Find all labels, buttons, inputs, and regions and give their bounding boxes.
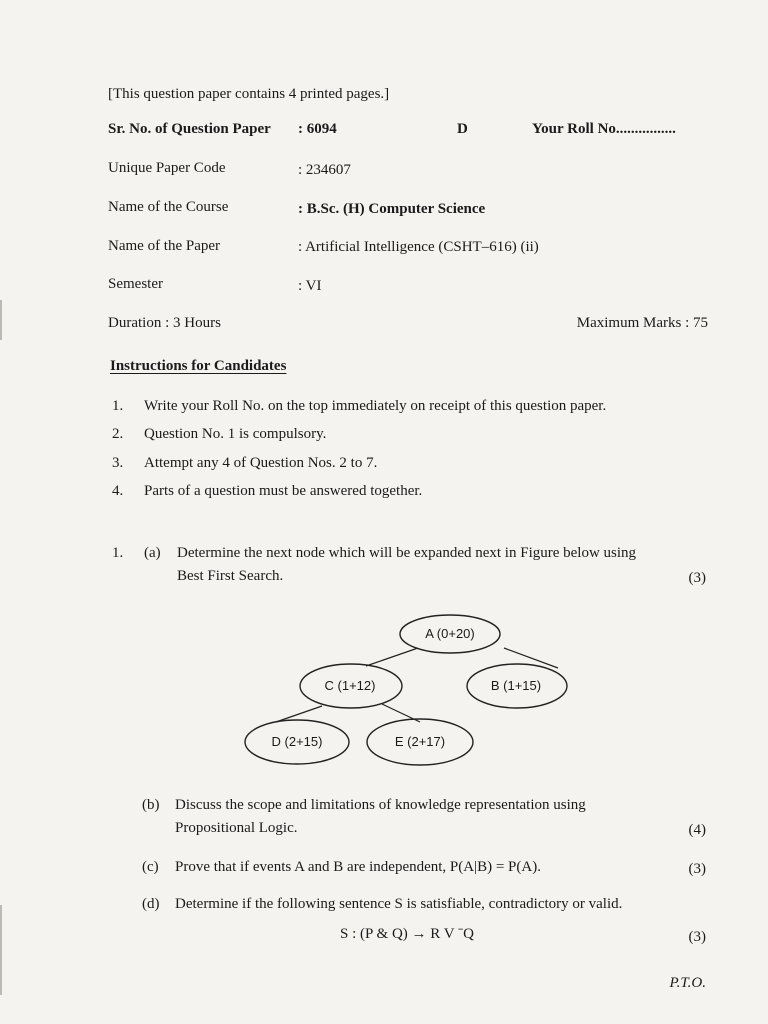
part-text: Propositional Logic. [175, 820, 298, 836]
tree-node-a-label: A (0+20) [425, 626, 475, 641]
question-number: 1. [112, 545, 124, 561]
field-value: : VI [298, 278, 322, 294]
pages-note: [This question paper contains 4 printed pages.] [108, 86, 390, 102]
part-text: Prove that if events A and B are independent, P(A|B) = P(A). [175, 859, 541, 875]
part-text: Determine the next node which will be expanded next in Figure below using [177, 545, 637, 561]
instruction-text: Attempt any 4 of Question Nos. 2 to 7. [144, 455, 378, 471]
part-marks: (3) [688, 570, 706, 586]
part-label: (d) [142, 896, 160, 912]
scan-edge-mark [0, 905, 2, 995]
sr-no-value: : 6094 [298, 121, 337, 137]
instruction-num: 4. [112, 483, 124, 499]
field-value: : Artificial Intelligence (CSHT–616) (ii) [298, 239, 539, 255]
instruction-num: 2. [112, 426, 124, 442]
tree-node-c-label: C (1+12) [324, 678, 376, 693]
part-text: Discuss the scope and limitations of knowledge representation using [175, 797, 586, 813]
field-value: : B.Sc. (H) Computer Science [298, 201, 486, 217]
field-label: Semester [108, 276, 163, 292]
sentence-formula: S : (P & Q) → R V ˉQ [340, 926, 474, 942]
instruction-text: Write your Roll No. on the top immediately on receipt of this question paper. [144, 398, 607, 414]
search-tree-figure [240, 608, 580, 773]
sr-no-label: Sr. No. of Question Paper [108, 121, 271, 137]
field-value: : 234607 [298, 162, 351, 178]
scan-edge-mark [0, 300, 2, 340]
part-marks: (3) [688, 929, 706, 945]
part-label: (b) [142, 797, 160, 813]
field-label: Name of the Paper [108, 238, 221, 254]
tree-node-d-label: D (2+15) [271, 734, 323, 749]
part-text: Determine if the following sentence S is satisfiable, contradictory or valid. [175, 896, 623, 912]
pto-marker: P.T.O. [669, 975, 706, 991]
instruction-text: Parts of a question must be answered together. [144, 483, 423, 499]
set-code: D [457, 121, 468, 137]
part-marks: (3) [688, 861, 706, 877]
instruction-num: 1. [112, 398, 124, 414]
maximum-marks: Maximum Marks : 75 [576, 315, 708, 331]
instruction-num: 3. [112, 455, 124, 471]
field-label: Name of the Course [108, 199, 229, 215]
instructions-title: Instructions for Candidates [110, 358, 287, 374]
part-text: Best First Search. [177, 568, 284, 584]
part-label: (a) [144, 545, 161, 561]
field-label: Unique Paper Code [108, 160, 226, 176]
instruction-text: Question No. 1 is compulsory. [144, 426, 327, 442]
part-label: (c) [142, 859, 159, 875]
duration: Duration : 3 Hours [108, 315, 221, 331]
roll-no-field: Your Roll No................ [532, 121, 676, 137]
tree-edge [366, 648, 418, 666]
tree-node-b-label: B (1+15) [490, 678, 542, 693]
tree-node-e-label: E (2+17) [394, 734, 446, 749]
part-marks: (4) [688, 822, 706, 838]
